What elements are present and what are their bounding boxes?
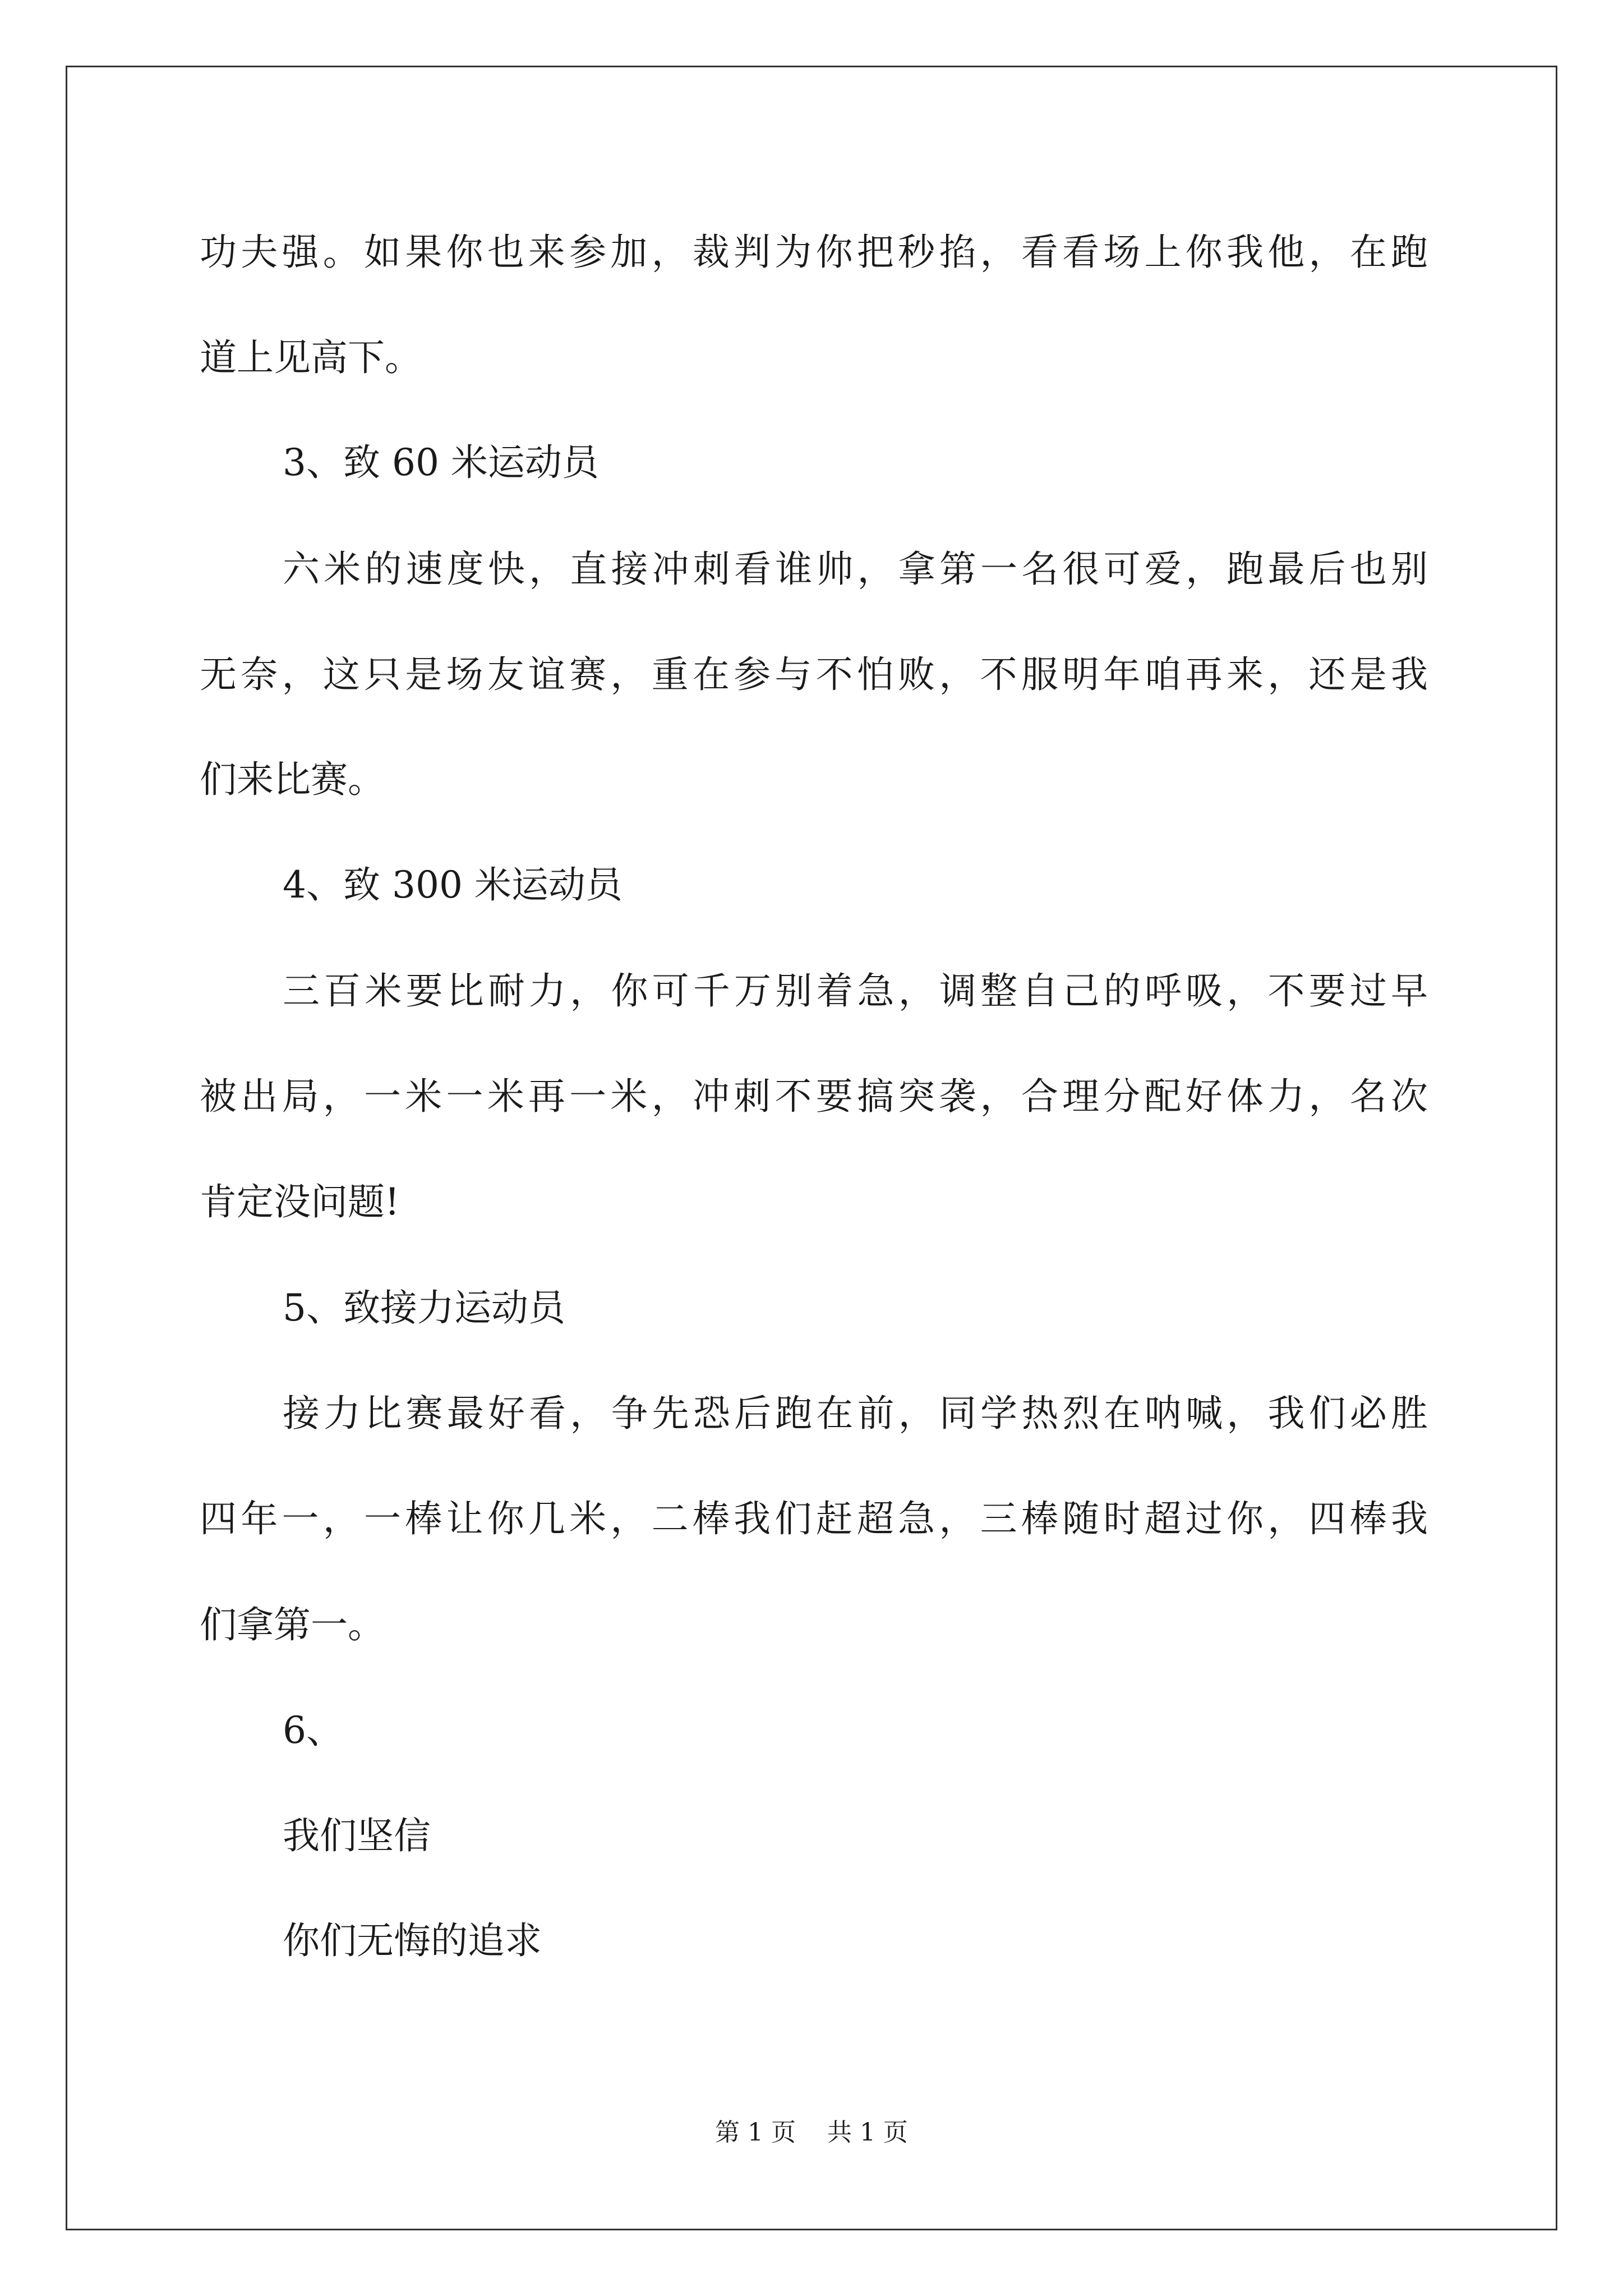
section-heading: 5、致接力运动员: [283, 1286, 565, 1329]
section-heading: 4、致 300 米运动员: [283, 863, 623, 907]
section-heading: 6、: [283, 1709, 343, 1752]
paragraph-line: 你们无悔的追求: [283, 1919, 542, 1962]
section-heading: 3、致 60 米运动员: [283, 441, 599, 484]
paragraph-line: 接力比赛最好看，争先恐后跑在前，同学热烈在呐喊，我们必胜: [283, 1392, 1428, 1435]
paragraph-line: 道上见高下。: [200, 336, 422, 379]
paragraph-line: 六米的速度快，直接冲刺看谁帅，拿第一名很可爱，跑最后也别: [283, 547, 1428, 591]
page-border: [66, 66, 1557, 2230]
paragraph-line: 功夫强。如果你也来参加，裁判为你把秒掐，看看场上你我他，在跑: [200, 231, 1428, 274]
paragraph-line: 无奈，这只是场友谊赛，重在参与不怕败，不服明年咱再来，还是我: [200, 653, 1428, 696]
paragraph-line: 被出局，一米一米再一米，冲刺不要搞突袭，合理分配好体力，名次: [200, 1075, 1428, 1118]
paragraph-line: 们拿第一。: [200, 1603, 385, 1646]
paragraph-line: 我们坚信: [283, 1814, 431, 1857]
paragraph-line: 们来比赛。: [200, 758, 385, 801]
paragraph-line: 四年一，一棒让你几米，二棒我们赶超急，三棒随时超过你，四棒我: [200, 1497, 1428, 1540]
paragraph-line: 三百米要比耐力，你可千万别着急，调整自己的呼吸，不要过早: [283, 969, 1428, 1013]
paragraph-line: 肯定没问题!: [200, 1180, 400, 1223]
page-footer: 第 1 页 共 1 页: [715, 2118, 908, 2147]
